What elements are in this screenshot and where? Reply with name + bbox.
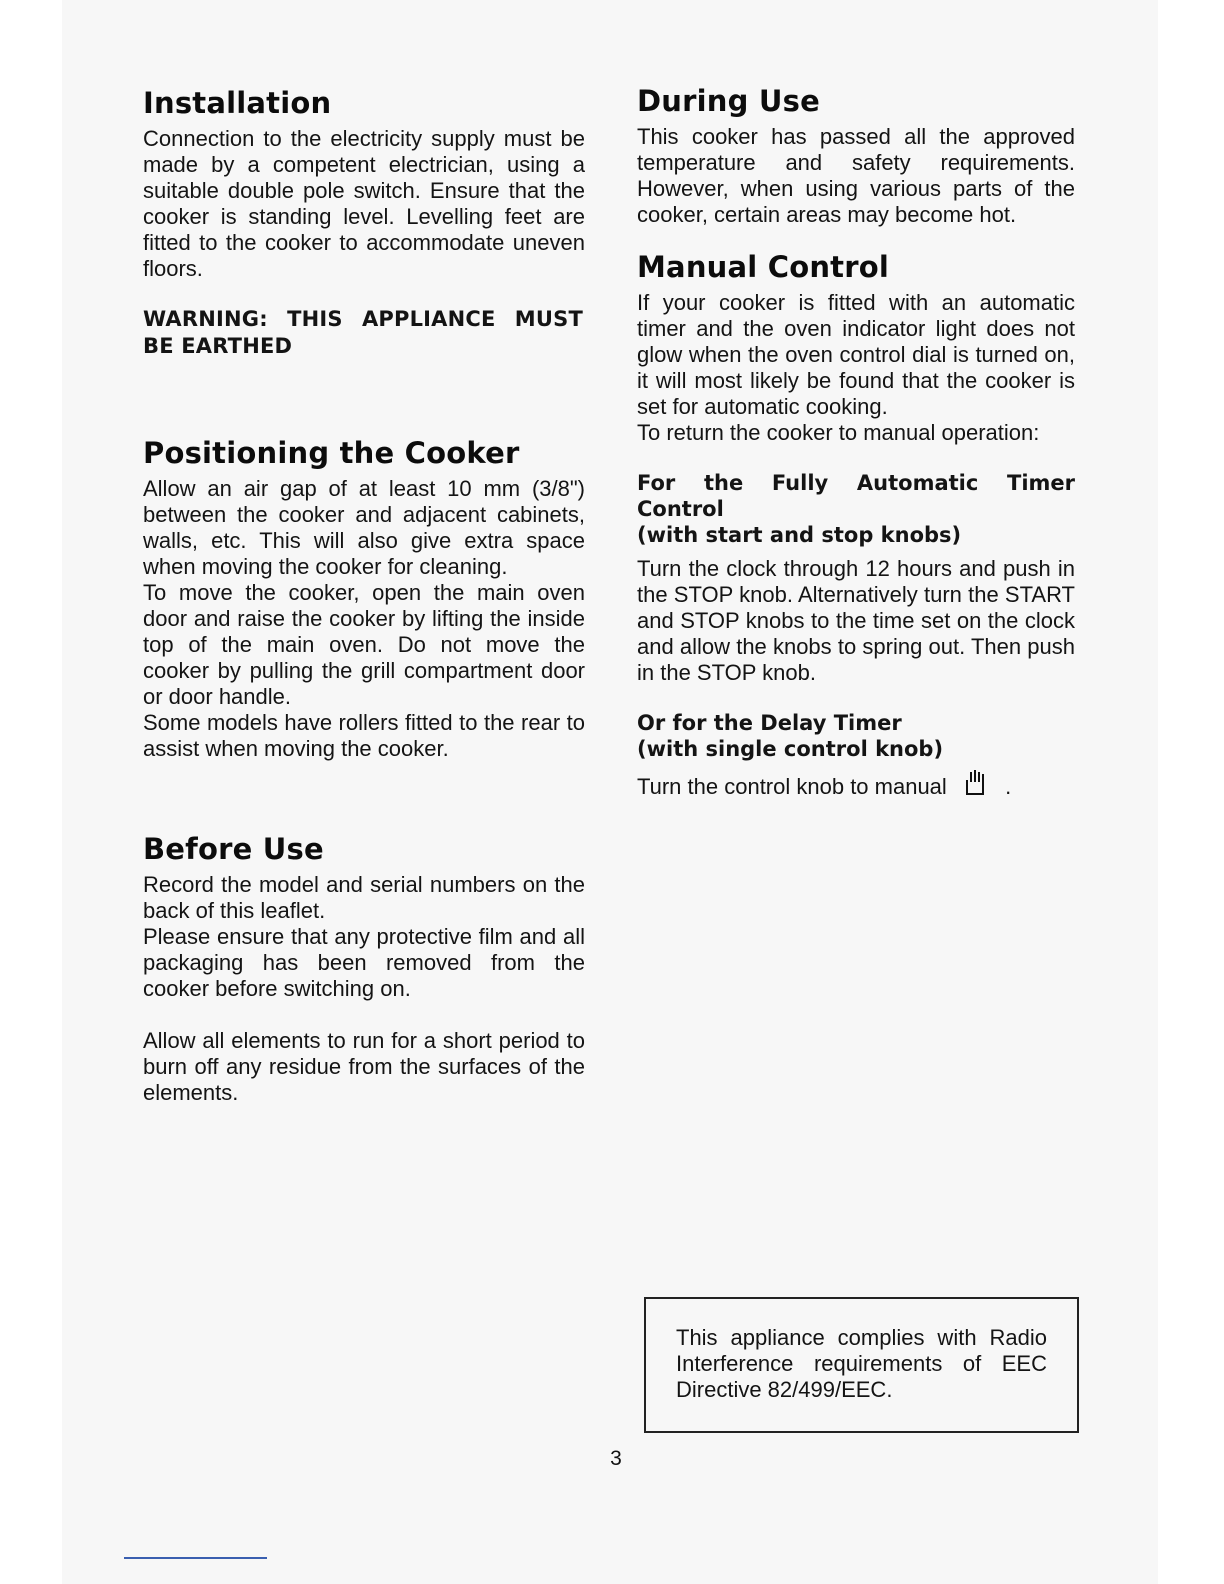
fully-automatic-subheading: (with start and stop knobs) bbox=[637, 523, 962, 547]
footer-rule bbox=[124, 1557, 267, 1559]
left-column bbox=[143, 86, 585, 1106]
delay-timer-text: Turn the control knob to manual bbox=[637, 774, 947, 799]
right-column bbox=[637, 84, 1075, 800]
positioning-text-2: To move the cooker, open the main oven door and raise the cooker by lifting the inside top of the main oven. Do not move the cooker by pulling the grill compartment door or door handle. bbox=[143, 580, 585, 709]
manual-control-text-1: If your cooker is fitted with an automatic timer and the oven indicator light does not glow when the oven control dial is turned on, it will most likely be found that the cooker is set for automatic cooking. bbox=[637, 290, 1075, 419]
manual-control-section bbox=[637, 250, 1075, 800]
compliance-notice-box bbox=[644, 1297, 1079, 1433]
installation-heading: Installation bbox=[143, 86, 332, 120]
delay-timer-period: . bbox=[1005, 774, 1012, 799]
during-use-text: This cooker has passed all the approved temperature and safety requirements. However, when using various parts of the cooker, certain areas may become hot. bbox=[637, 124, 1075, 227]
before-use-text-1: Record the model and serial numbers on the back of this leaflet. bbox=[143, 872, 585, 923]
positioning-section bbox=[143, 436, 585, 762]
installation-text: Connection to the electricity supply must be made by a competent electrician, using a suitable double pole switch. Ensure that the cooker is standing level. Levelling feet are fitted to the cooker to accommodate uneven floors. bbox=[143, 126, 585, 281]
during-use-section bbox=[637, 84, 1075, 228]
before-use-text-3: Allow all elements to run for a short period to burn off any residue from the surfaces of the elements. bbox=[143, 1028, 585, 1105]
compliance-notice-text: This appliance complies with Radio Interference requirements of EEC Directive 82/499/EEC. bbox=[676, 1325, 1047, 1402]
before-use-text-2: Please ensure that any protective film and all packaging has been removed from the cooker before switching on. bbox=[143, 924, 585, 1001]
positioning-text-1: Allow an air gap of at least 10 mm (3/8") between the cooker and adjacent cabinets, walls, etc. This will also give extra space when moving the cooker for cleaning. bbox=[143, 476, 585, 579]
hand-icon bbox=[961, 768, 989, 798]
positioning-text-3: Some models have rollers fitted to the rear to assist when moving the cooker. bbox=[143, 710, 585, 761]
delay-timer-block bbox=[637, 710, 1075, 800]
earthing-warning: WARNING: THIS APPLIANCE MUST BE EARTHED bbox=[143, 307, 583, 358]
fully-automatic-text: Turn the clock through 12 hours and push in the STOP knob. Alternatively turn the START and STOP knobs to the time set on the clock and allow the knobs to spring out. Then push in the STOP knob. bbox=[637, 556, 1075, 685]
during-use-heading: During Use bbox=[637, 84, 820, 118]
installation-section bbox=[143, 86, 585, 360]
before-use-heading: Before Use bbox=[143, 832, 324, 866]
manual-control-text-2: To return the cooker to manual operation: bbox=[637, 420, 1040, 445]
manual-control-heading: Manual Control bbox=[637, 250, 890, 284]
delay-timer-subheading: (with single control knob) bbox=[637, 737, 944, 761]
before-use-section bbox=[143, 832, 585, 1106]
fully-automatic-heading: For the Fully Automatic Timer Control bbox=[637, 471, 1075, 521]
delay-timer-heading: Or for the Delay Timer bbox=[637, 711, 902, 735]
fully-automatic-block bbox=[637, 470, 1075, 686]
page-number: 3 bbox=[610, 1447, 622, 1470]
positioning-heading: Positioning the Cooker bbox=[143, 436, 520, 470]
delay-timer-line bbox=[637, 768, 1075, 800]
